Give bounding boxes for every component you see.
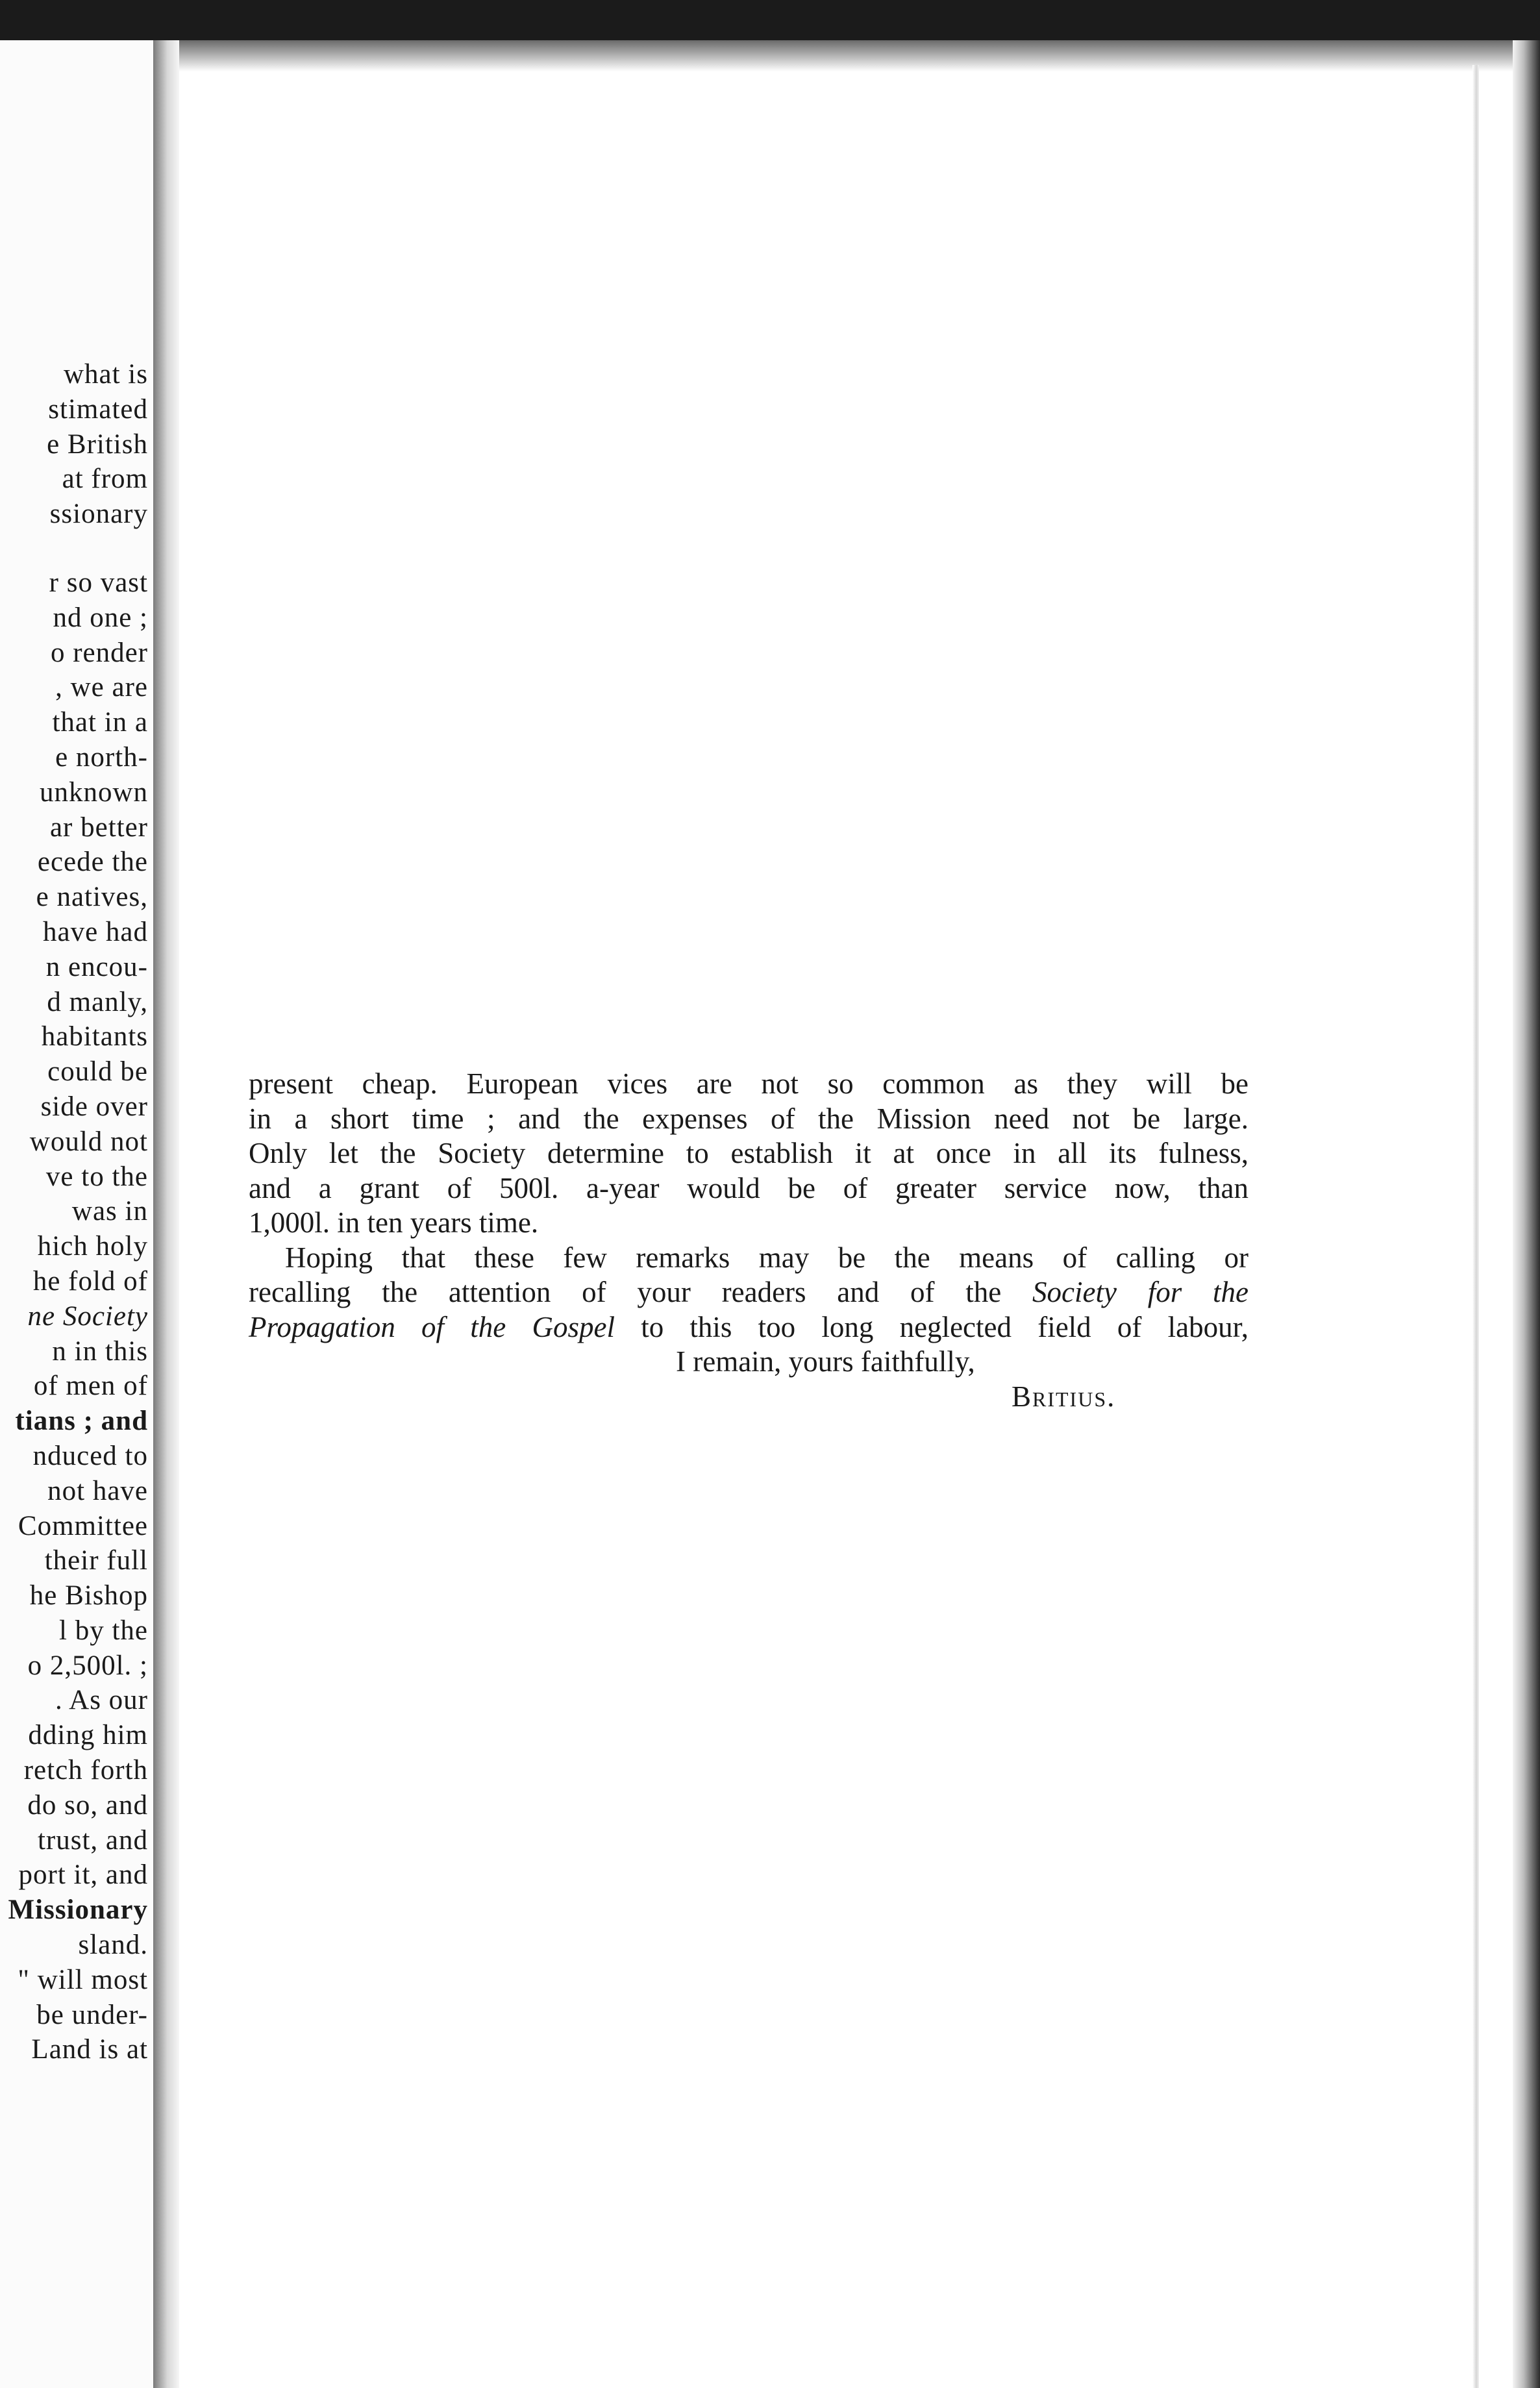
left-line: n in this [52, 1336, 148, 1367]
left-line: stimated [48, 393, 148, 425]
left-line: their full [44, 1545, 148, 1576]
left-line: he fold of [32, 1265, 148, 1297]
letter-line: 1,000l. in ten years time. [249, 1206, 539, 1239]
left-line: dding him [28, 1720, 148, 1751]
left-line: tians ; and [15, 1406, 148, 1437]
left-line: have had [42, 916, 148, 947]
society-name-italic: Society for the [1032, 1276, 1248, 1308]
letter-line: in a short time ; and the expenses of the Mission need not be large. [249, 1102, 1248, 1135]
left-line: Committee [18, 1510, 148, 1541]
left-line: trust, and [37, 1824, 148, 1856]
letter-line [249, 1310, 1248, 1345]
letter-body [249, 1067, 1248, 1414]
scan-top-shadow [0, 40, 1540, 71]
left-line: would not [29, 1126, 148, 1157]
letter-text: to this too long neglected field of labour, [641, 1310, 1248, 1343]
left-line: be under- [36, 1999, 148, 2030]
left-line: unknown [39, 777, 148, 808]
signature: Britius. [1012, 1380, 1116, 1413]
letter-line: present cheap. European vices are not so common as they will be [249, 1067, 1248, 1100]
left-line: ecede the [37, 847, 148, 878]
left-line: side over [40, 1091, 148, 1122]
left-page-text [0, 357, 148, 2067]
left-line: that in a [52, 707, 148, 738]
scan-right-border [1513, 40, 1540, 2388]
left-line: Missionary [8, 1895, 148, 1926]
left-line: ssionary [49, 499, 148, 530]
letter-line [249, 1275, 1248, 1310]
left-line: ne Society [27, 1300, 148, 1332]
left-line: e natives, [36, 882, 148, 913]
page-edge [1472, 65, 1479, 2388]
left-line: retch forth [23, 1755, 148, 1786]
scan-top-border [0, 0, 1540, 40]
left-line: do so, and [27, 1789, 148, 1821]
left-line: hich holy [37, 1231, 148, 1262]
left-line: n encou- [45, 951, 148, 982]
letter-text: recalling the attention of your readers and of the [249, 1276, 1002, 1308]
left-line: not have [47, 1475, 148, 1506]
left-line: nd one ; [53, 602, 148, 633]
paragraph-gap [0, 532, 148, 566]
left-line: nduced to [32, 1440, 148, 1471]
left-line: he Bishop [29, 1580, 148, 1611]
left-line: what is [63, 359, 148, 390]
left-line: " will most [18, 1964, 148, 1995]
book-gutter [153, 40, 179, 2388]
letter-line: and a grant of 500l. a-year would be of greater service now, than [249, 1171, 1248, 1204]
letter-line: Only let the Society determine to establish it at once in all its fulness, [249, 1137, 1248, 1169]
left-line: sland. [78, 1930, 148, 1961]
left-line: was in [71, 1196, 148, 1227]
left-line: could be [47, 1056, 148, 1088]
letter-line: Hoping that these few remarks may be the means of calling or [285, 1241, 1248, 1274]
closing-line: I remain, yours faithfully, [676, 1345, 975, 1378]
left-line: d manly, [47, 986, 148, 1017]
left-line: , we are [55, 672, 148, 703]
left-line: port it, and [18, 1859, 148, 1891]
left-line: e British [47, 429, 148, 460]
left-line: l by the [59, 1615, 148, 1646]
left-line: . As our [55, 1685, 148, 1716]
left-line: o 2,500l. ; [27, 1650, 148, 1681]
left-line: Land is at [31, 2034, 148, 2065]
left-line: e north- [55, 741, 148, 773]
left-line: ve to the [45, 1161, 148, 1192]
left-line: of men of [33, 1371, 148, 1402]
left-line: r so vast [49, 567, 148, 598]
left-line: habitants [41, 1021, 148, 1052]
left-line: o render [50, 637, 148, 668]
society-name-italic: Propagation of the Gospel [249, 1310, 615, 1343]
left-line: ar better [49, 812, 148, 843]
left-line: at from [62, 464, 148, 495]
